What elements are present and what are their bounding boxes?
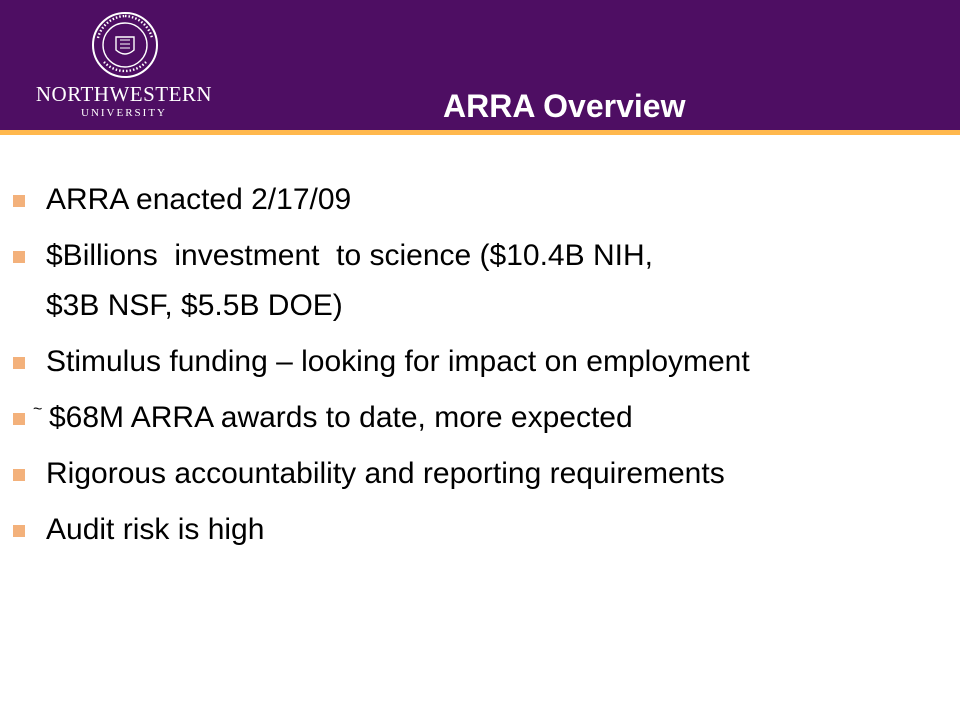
header-accent-rule <box>0 130 960 135</box>
square-bullet-icon <box>13 357 25 369</box>
university-seal-icon <box>90 10 160 80</box>
bullet-text: $3B NSF, $5.5B DOE) <box>46 289 343 322</box>
slide-title: ARRA Overview <box>443 88 686 124</box>
square-bullet-icon <box>13 469 25 481</box>
bullet-text: Audit risk is high <box>46 513 265 546</box>
bullet-item <box>0 393 960 449</box>
bullet-text: ARRA enacted 2/17/09 <box>46 183 352 216</box>
logo-wordmark: NORTHWESTERN <box>35 82 213 106</box>
approx-prefix: ~ <box>33 401 43 418</box>
bullet-item <box>0 505 960 561</box>
square-bullet-icon <box>13 195 25 207</box>
square-bullet-icon <box>13 525 25 537</box>
bullet-item <box>0 449 960 505</box>
northwestern-logo <box>24 10 224 122</box>
bullet-text: Rigorous accountability and reporting requirements <box>46 457 725 490</box>
bullet-item <box>0 231 960 281</box>
header-bar <box>0 0 960 130</box>
logo-subtitle: UNIVERSITY <box>81 107 167 119</box>
square-bullet-icon <box>13 413 25 425</box>
bullet-text: $Billions investment to science ($10.4B NIH, <box>46 239 653 272</box>
bullet-text: Stimulus funding – looking for impact on employment <box>46 345 750 378</box>
bullet-item <box>0 337 960 393</box>
bullet-continuation <box>0 281 960 337</box>
square-bullet-icon <box>13 251 25 263</box>
bullet-item <box>0 175 960 231</box>
bullet-list <box>0 175 960 561</box>
bullet-text: $68M ARRA awards to date, more expected <box>49 401 633 434</box>
